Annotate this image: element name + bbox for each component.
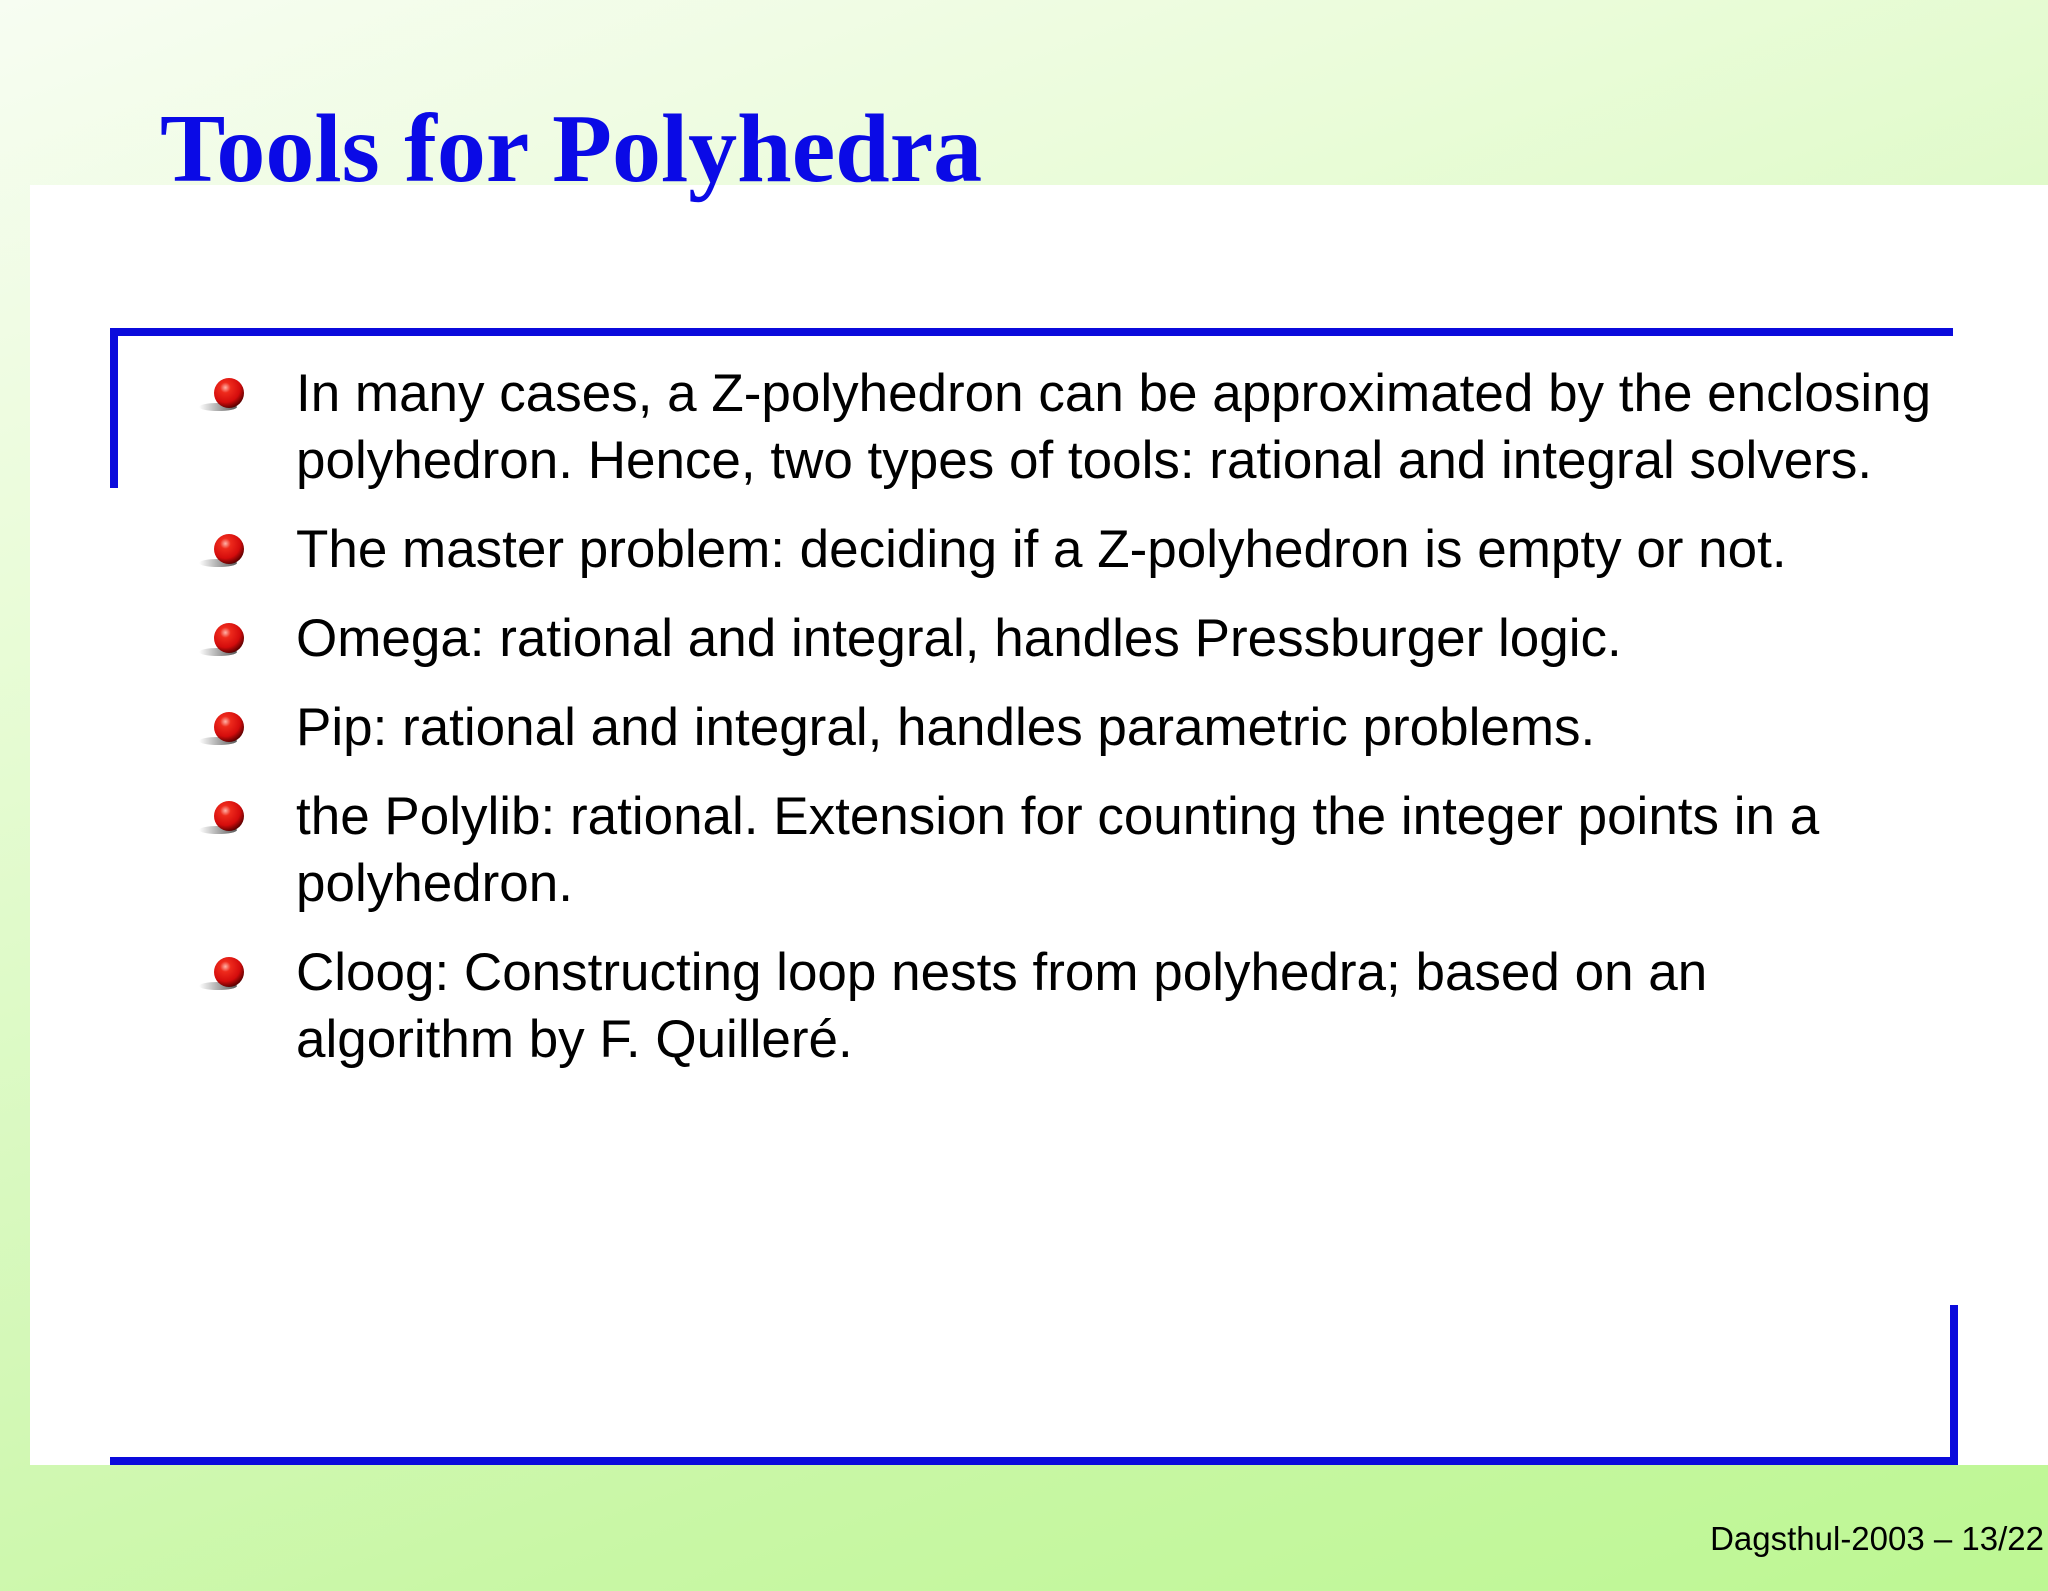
frame-rule-top <box>110 328 1953 336</box>
frame-rule-bottom <box>110 1457 1958 1465</box>
bullet-item <box>198 939 1938 1073</box>
bullet-item <box>198 694 1938 761</box>
slide-footer: Dagsthul-2003 – 13/22 <box>1710 1520 2044 1557</box>
bullet-text: The master problem: deciding if a Z-polyhedron is empty or not. <box>296 520 1787 579</box>
bullet-text: Omega: rational and integral, handles Pressburger logic. <box>296 609 1622 668</box>
bullet-item <box>198 605 1938 672</box>
red-sphere-bullet-icon <box>198 376 248 416</box>
red-sphere-bullet-icon <box>198 710 248 750</box>
bullet-text: In many cases, a Z-polyhedron can be approximated by the enclosing polyhedron. Hence, two types of tools: rational and integral solvers. <box>296 364 1932 490</box>
slide-title: Tools for Polyhedra <box>160 95 983 203</box>
frame-rule-left <box>110 328 118 488</box>
red-sphere-bullet-icon <box>198 532 248 572</box>
frame-rule-right <box>1950 1305 1958 1465</box>
bullet-text: Cloog: Constructing loop nests from polyhedra; based on an algorithm by F. Quilleré. <box>296 943 1708 1069</box>
bullet-item <box>198 360 1938 494</box>
bullet-text: Pip: rational and integral, handles parametric problems. <box>296 698 1596 757</box>
bullet-item <box>198 516 1938 583</box>
bullet-item <box>198 783 1938 917</box>
red-sphere-bullet-icon <box>198 955 248 995</box>
red-sphere-bullet-icon <box>198 621 248 661</box>
red-sphere-bullet-icon <box>198 799 248 839</box>
bullet-list <box>198 360 1938 1095</box>
bullet-text: the Polylib: rational. Extension for counting the integer points in a polyhedron. <box>296 787 1820 913</box>
